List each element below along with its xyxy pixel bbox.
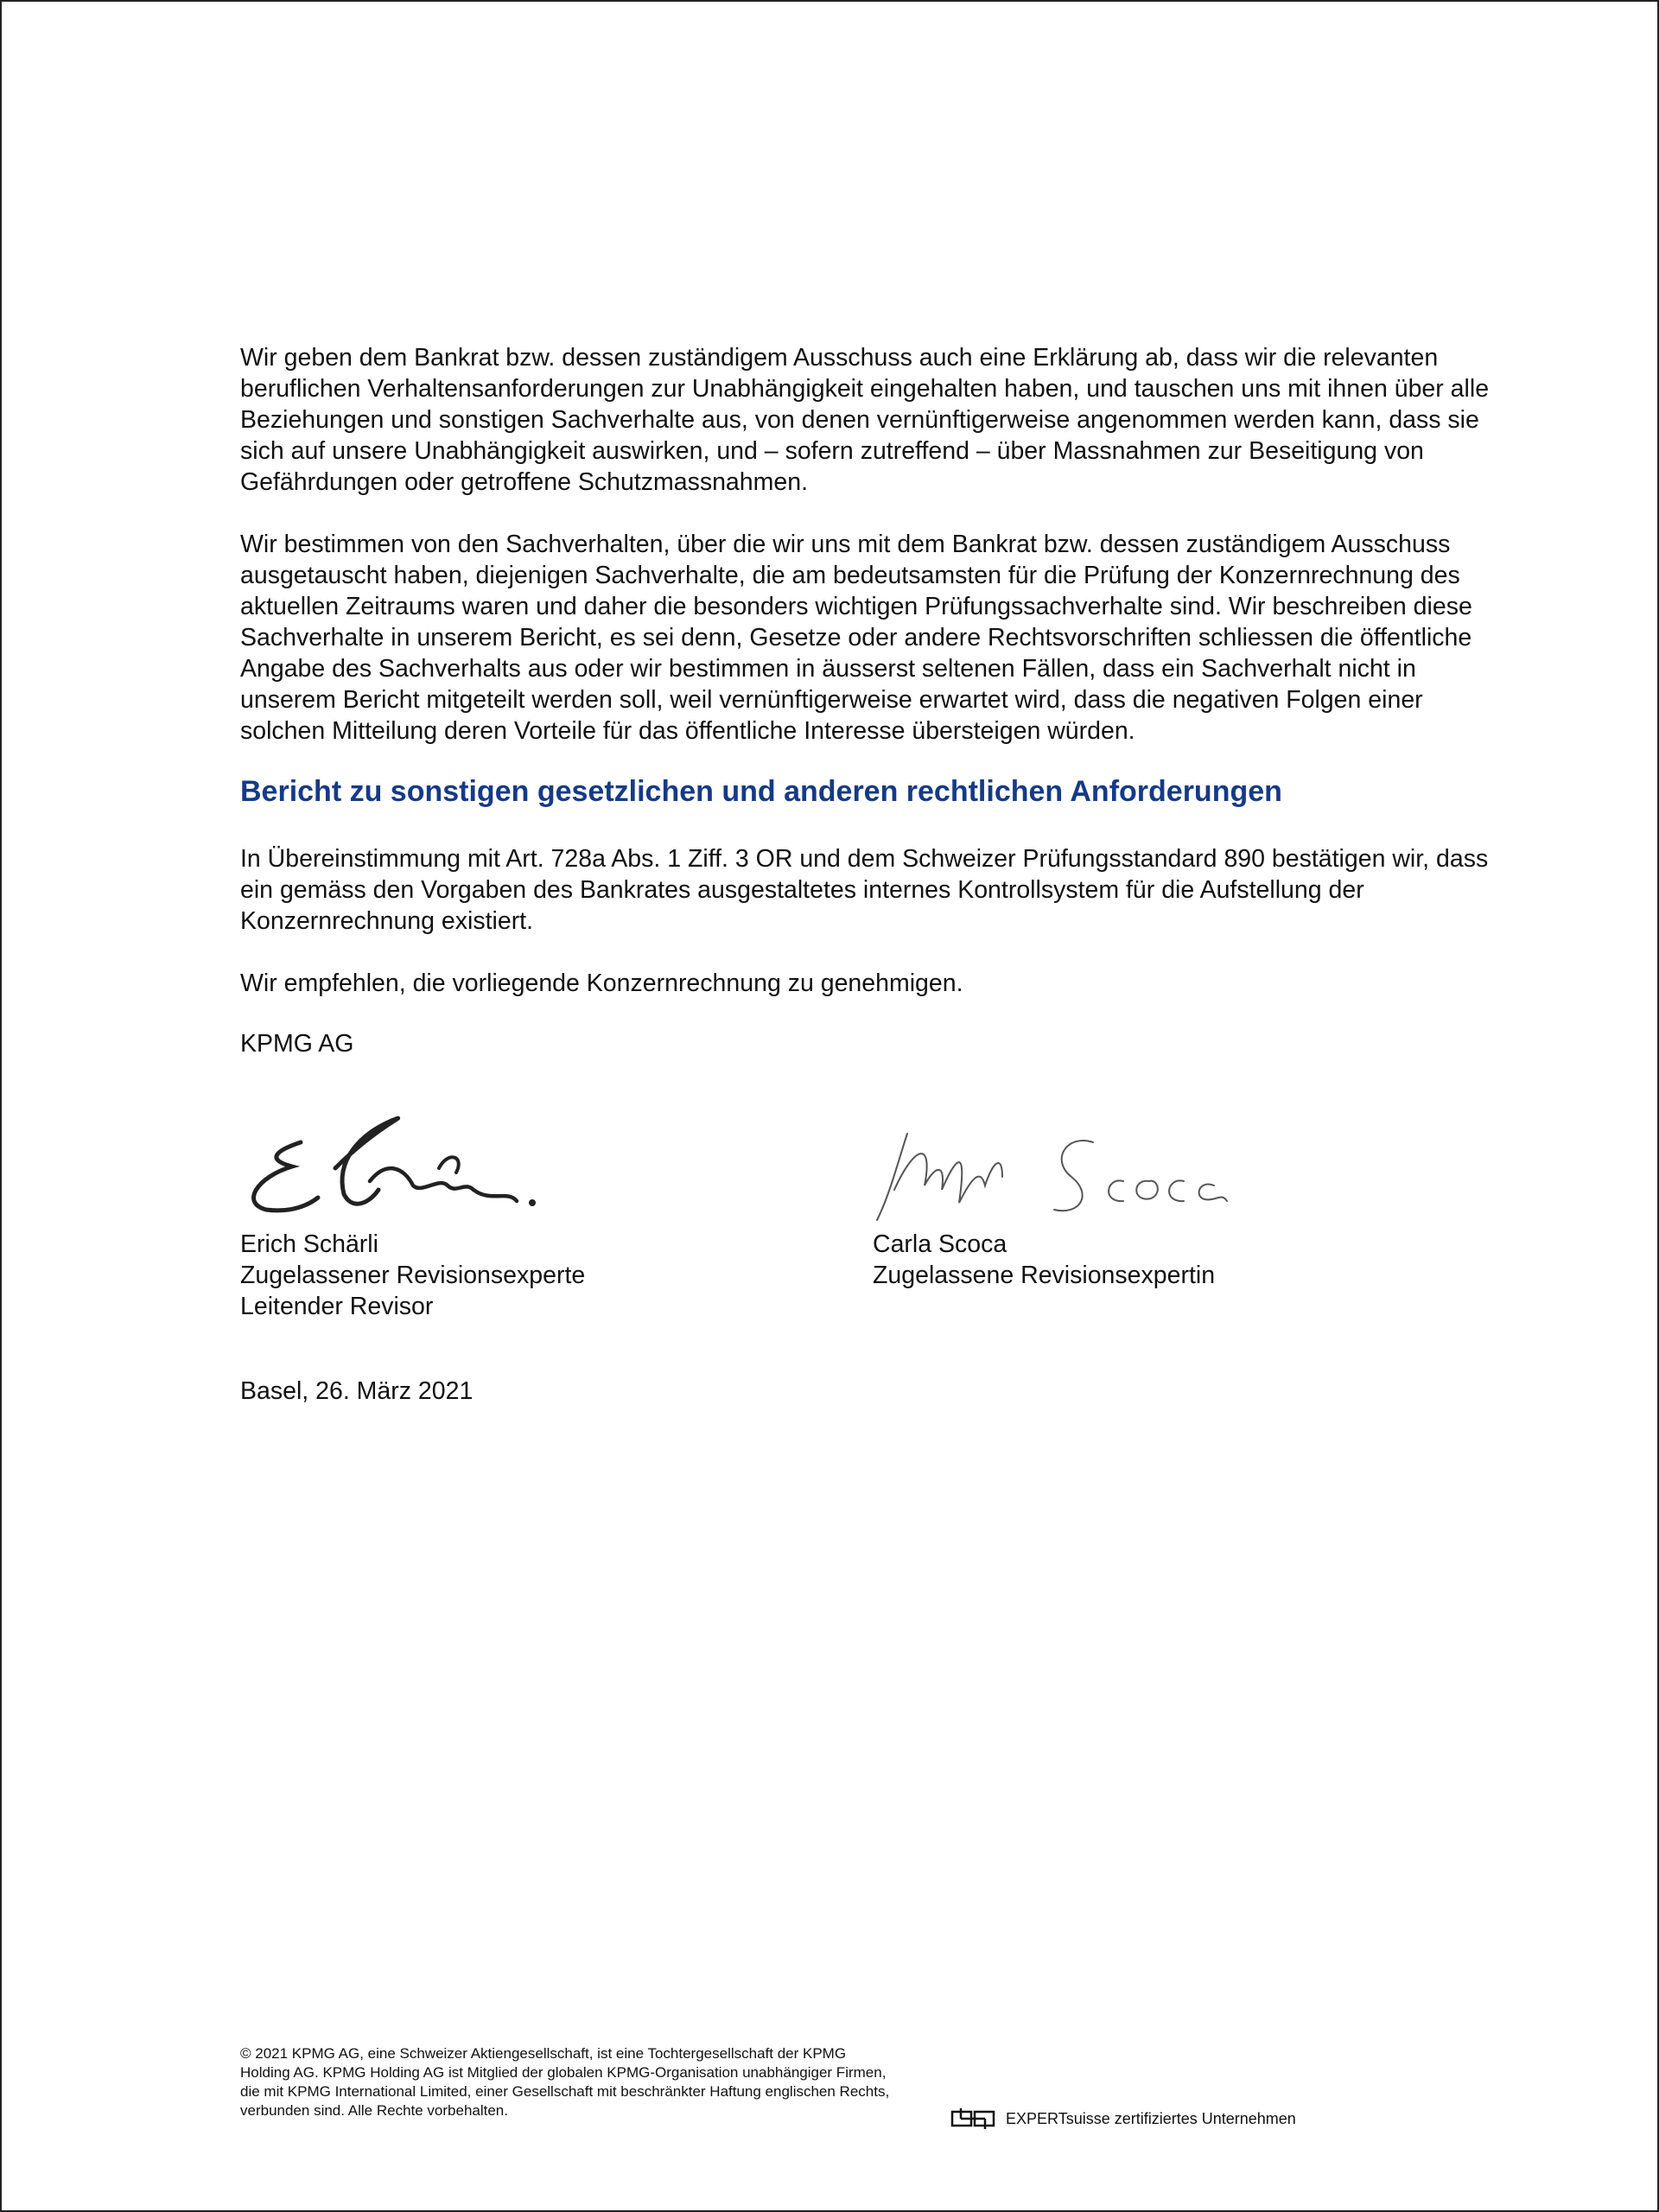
place-date: Basel, 26. März 2021 (240, 1377, 474, 1405)
expertsuisse-logo-icon (950, 2107, 995, 2131)
independence-paragraph: Wir geben dem Bankrat bzw. dessen zuständigem Ausschuss auch eine Erklärung ab, dass wir die relevanten beruflichen Verhaltensanforderungen zur Unabhängigkeit eingehalten haben, und tauschen uns mit ihnen über alle Beziehungen und sonstigen Sachverhalte aus, von denen vernünftigerweise angenommen werden kann, dass sie sich auf unsere Unabhängigkeit auswirken, und – sofern zutreffend – über Massnahmen zur Beseitigung von Gefährdungen oder getroffene Schutzmassnahmen. (240, 344, 1490, 496)
signatory-left-text (240, 1229, 585, 1322)
signatory-left (240, 1108, 585, 1322)
section-heading: Bericht zu sonstigen gesetzlichen und anderen rechtlichen Anforderungen (240, 775, 1282, 808)
report-body (240, 342, 1502, 1407)
internal-control-paragraph: In Übereinstimmung mit Art. 728a Abs. 1 Ziff. 3 OR und dem Schweizer Prüfungsstandard 890 bestätigen wir, dass ein gemäss den Vorgaben des Bankrates ausgestaltetes internes Kontrollsystem für die Aufstellung der Konzernrechnung existiert. (240, 845, 1489, 935)
recommendation-paragraph: Wir empfehlen, die vorliegende Konzernrechnung zu genehmigen. (240, 969, 963, 997)
signatory-name: Carla Scoca (873, 1230, 1007, 1258)
signatory-role: Leitender Revisor (240, 1293, 434, 1320)
signatory-title: Zugelassene Revisionsexpertin (873, 1262, 1216, 1289)
footer-legal-notice: © 2021 KPMG AG, eine Schweizer Aktiengesellschaft, ist eine Tochtergesellschaft der KPMG Holding AG. KPMG Holding AG ist Mitglied der globalen KPMG-Organisation unabhängiger Firmen, die mit KPMG International Limited, einer Gesellschaft mit beschränkter Haftung englischen Rechts, verbunden sind. Alle Rechte vorbehalten. (240, 2045, 890, 2119)
key-audit-matters-paragraph: Wir bestimmen von den Sachverhalten, über die wir uns mit dem Bankrat bzw. dessen zuständigem Ausschuss ausgetauscht haben, diejenigen Sachverhalte, die am bedeutsamsten für die Prüfung der Konzernrechnung des aktuellen Zeitraums waren und daher die besonders wichtigen Prüfungssachverhalte sind. Wir beschreiben diese Sachverhalte in unserem Bericht, es sei denn, Gesetze oder andere Rechtsvorschriften schliessen die öffentliche Angabe des Sachverhalts aus oder wir bestimmen in äusserst seltenen Fällen, dass ein Sachverhalt nicht in unserem Bericht mitgeteilt werden soll, weil vernünftigerweise erwartet wird, dass die negativen Folgen einer solchen Mitteilung deren Vorteile für das öffentliche Interesse übersteigen würden. (240, 531, 1472, 745)
firm-name: KPMG AG (240, 1030, 354, 1058)
signatory-title: Zugelassener Revisionsexperte (240, 1262, 586, 1289)
signature-section (240, 1108, 1502, 1320)
expertsuisse-badge (950, 2107, 1296, 2131)
signatory-name: Erich Schärli (240, 1230, 378, 1258)
badge-text: EXPERTsuisse zertifiziertes Unternehmen (1006, 2109, 1296, 2127)
signature-schaerli-icon (240, 1108, 551, 1229)
signatory-right (873, 1108, 1236, 1291)
signatory-right-text (873, 1229, 1236, 1291)
signature-scoca-icon (873, 1108, 1236, 1229)
